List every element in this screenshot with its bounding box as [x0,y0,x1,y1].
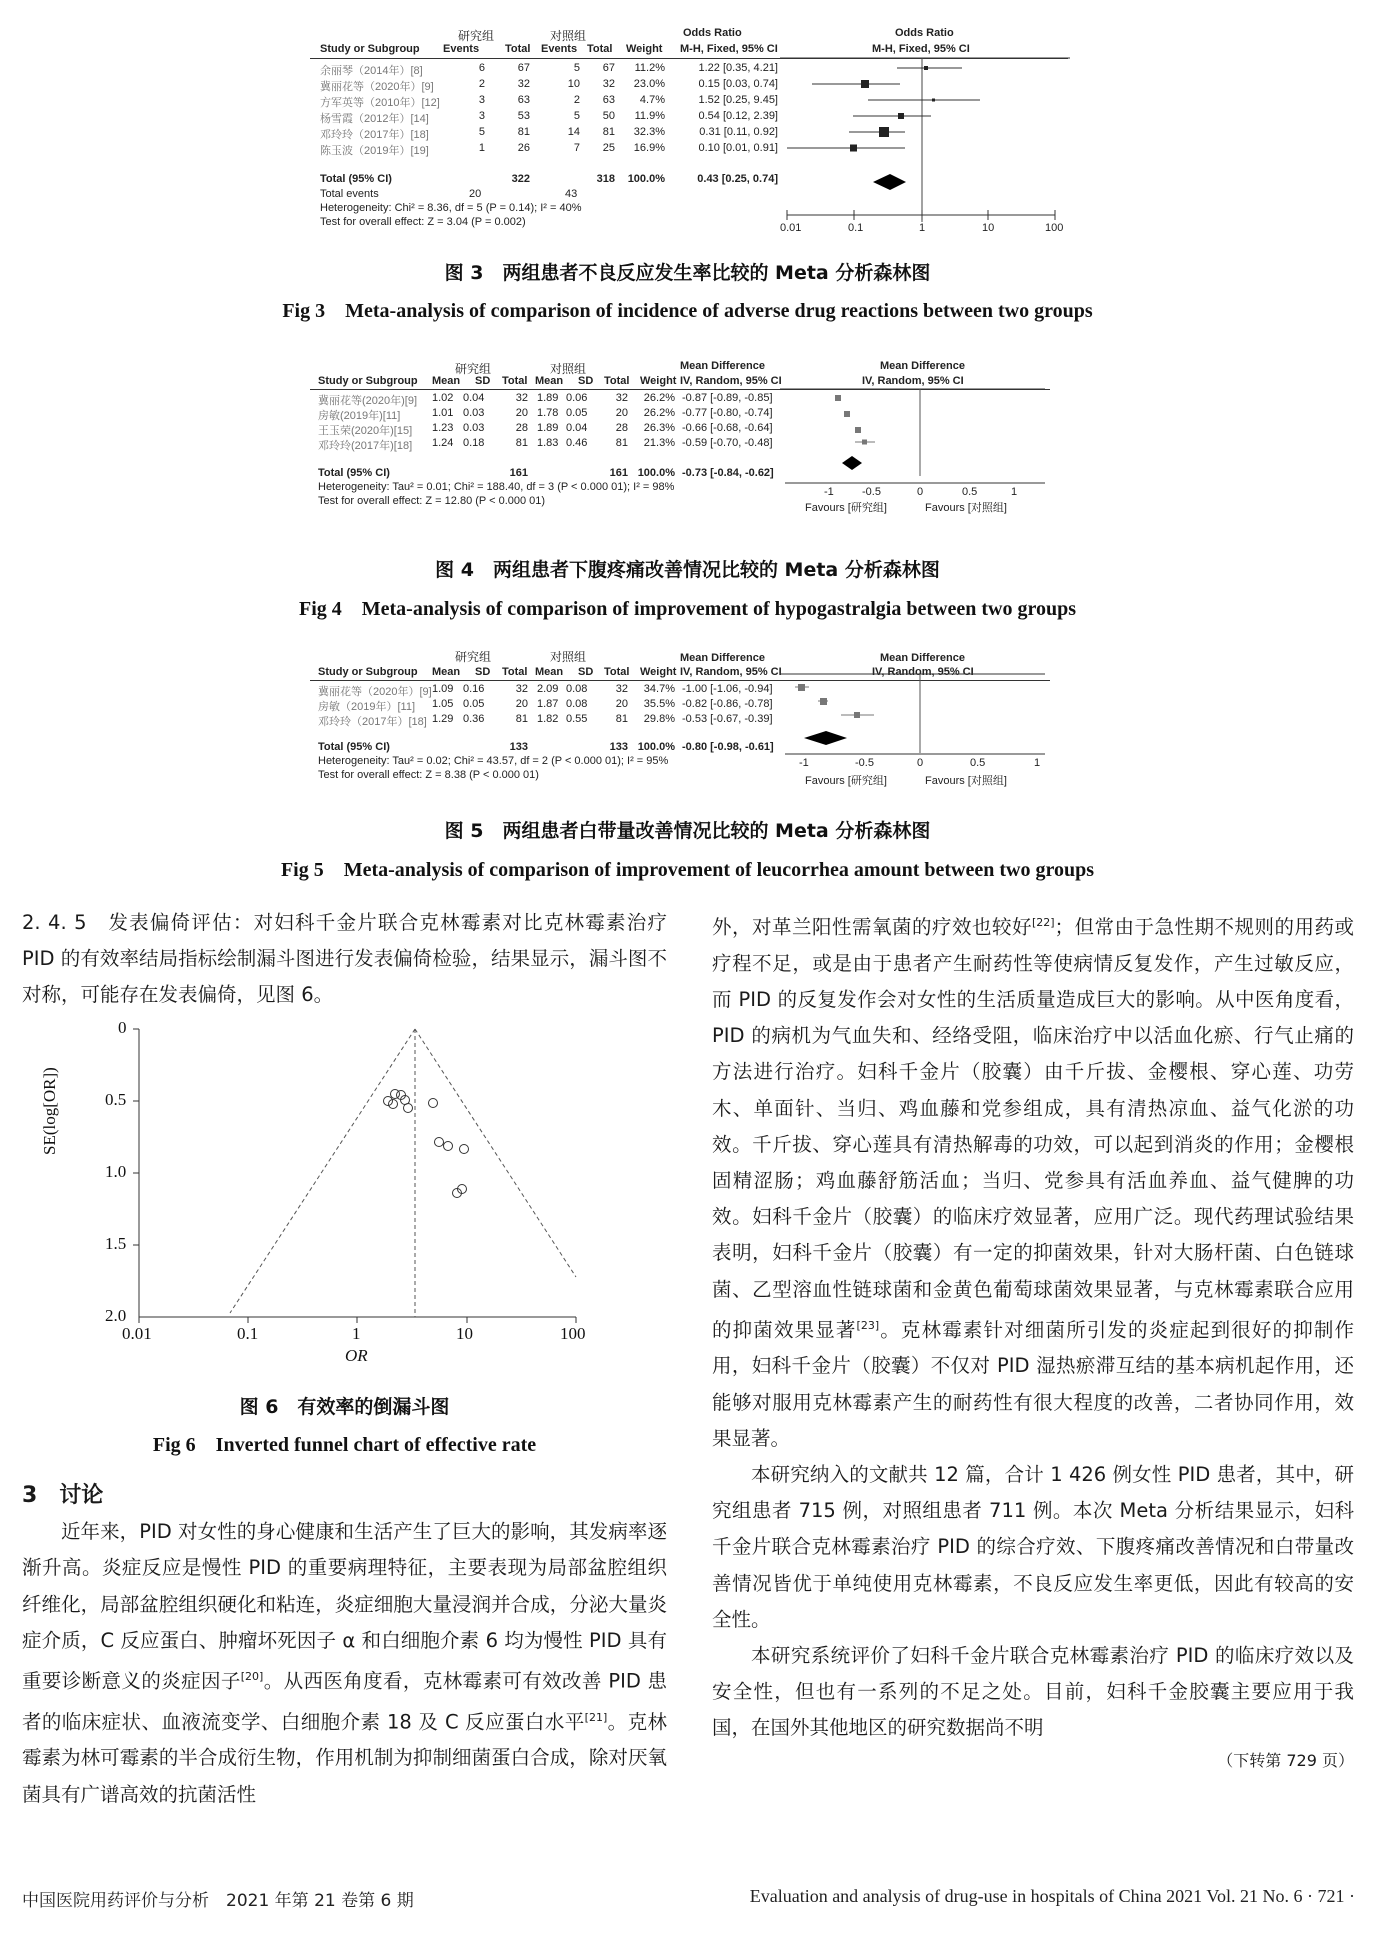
heterogeneity: Heterogeneity: Tau² = 0.01; Chi² = 188.40, df = 3 (P < 0.000 01); I² = 98% [318,481,675,493]
header-sd-2: SD [578,375,594,387]
ci: 0.15 [0.03, 0.74] [698,78,778,90]
header-weight: Weight [626,43,663,55]
mean-1: 1.24 [432,437,454,449]
total-label: Total (95% CI) [320,173,392,185]
total-2: 32 [602,78,615,90]
heterogeneity: Heterogeneity: Chi² = 8.36, df = 5 (P = 0.14); I² = 40% [320,202,582,214]
total-t1: 322 [511,173,530,185]
weight: 32.3% [633,126,665,138]
weight: 23.0% [633,78,665,90]
events-2: 2 [573,94,580,106]
axis-tick: -0.5 [862,486,881,498]
favours-left: Favours [研究组] [805,502,887,514]
ci: -0.53 [-0.67, -0.39] [682,713,773,725]
axis-tick: 0.5 [970,757,986,769]
right-paragraph-1 [712,905,1354,1457]
events-1: 1 [478,142,485,154]
header-mean-2: Mean [535,666,564,678]
weight: 21.3% [643,437,675,449]
sd-2: 0.05 [566,407,588,419]
events-1: 2 [478,78,485,90]
study-name: 陈玉波（2019年）[19] [320,145,429,157]
ci: -0.66 [-0.68, -0.64] [682,422,773,434]
weight: 35.5% [643,698,675,710]
group-study-label: 研究组 [455,650,492,664]
total-1: 67 [517,62,530,74]
sd-1: 0.16 [463,683,485,695]
events-1: 5 [478,126,485,138]
sd-1: 0.36 [463,713,485,725]
header-sd-1: SD [475,375,491,387]
axis-tick: 1 [1034,757,1041,769]
events-1: 3 [478,94,485,106]
study-name: 邓玲玲（2017年）[18] [320,129,429,141]
footer-journal-cn: 中国医院用药评价与分析 2021 年第 21 卷第 6 期 [22,1891,414,1911]
continued-note: （下转第 729 页） [1217,1750,1354,1770]
ci: 1.52 [0.25, 9.45] [698,94,778,106]
header-method-plot: M-H, Fixed, 95% CI [872,43,970,55]
total-ci: -0.80 [-0.98, -0.61] [682,741,774,753]
citation-22: [22] [1031,916,1055,929]
y-tick: 2.0 [105,1306,127,1325]
sd-1: 0.05 [463,698,485,710]
header-mean-1: Mean [432,666,461,678]
sd-2: 0.04 [566,422,588,434]
events-1: 3 [478,110,485,122]
header-total-1: Total [502,666,528,678]
header-total-1: Total [505,43,531,55]
study-name: 冀丽花等（2020年）[9] [318,686,432,698]
x-tick: 10 [456,1324,473,1343]
total-1: 20 [515,698,528,710]
total-2: 67 [602,62,615,74]
overall-effect: Test for overall effect: Z = 8.38 (P < 0.000 01) [318,769,539,781]
total-ci: 0.43 [0.25, 0.74] [697,173,778,185]
sd-1: 0.03 [463,422,485,434]
fig4-caption-cn: 图 4 两组患者下腹疼痛改善情况比较的 Meta 分析森林图 [435,559,940,581]
sd-1: 0.18 [463,437,485,449]
total-t1: 161 [509,467,528,479]
events-2: 14 [567,126,580,138]
section-2-4-5 [22,905,667,1014]
total-1: 28 [515,422,528,434]
header-study: Study or Subgroup [318,666,418,678]
header-events-1: Events [443,43,480,55]
mean-2: 1.89 [537,392,559,404]
header-weight: Weight [640,666,677,678]
ci: -0.59 [-0.70, -0.48] [682,437,773,449]
fig6-caption-cn: 图 6 有效率的倒漏斗图 [239,1396,450,1418]
study-name: 房敏(2019年)[11] [318,410,401,422]
total-2: 81 [615,713,628,725]
sd-2: 0.08 [566,683,588,695]
para-text: 。克林霉素针对细菌所引发的炎症起到很好的抑制作用，妇科千金片（胶囊）不仅对 PID 湿热瘀滞互结的基本病机起作用，还能够对服用克林霉素产生的耐药性有很大程度的改善，二者协同作用，效果显著。 [712,1318,1354,1450]
fig4-caption-en: Fig 4 Meta-analysis of comparison of improvement of hypogastralgia between two groups [299,598,1076,620]
weight: 26.2% [643,407,675,419]
mean-1: 1.23 [432,422,454,434]
y-tick: 1.5 [105,1234,127,1253]
mean-2: 1.89 [537,422,559,434]
total-1: 63 [517,94,530,106]
right-paragraph-3: 本研究系统评价了妇科千金片联合克林霉素治疗 PID 的临床疗效以及安全性，但也有一系列的不足之处。目前，妇科千金胶囊主要应用于我国，在国外其他地区的研究数据尚不明 [712,1644,1354,1740]
weight: 16.9% [633,142,665,154]
total-1: 32 [515,683,528,695]
total-2: 81 [615,437,628,449]
mean-2: 1.78 [537,407,559,419]
total-2: 28 [615,422,628,434]
heterogeneity: Heterogeneity: Tau² = 0.02; Chi² = 43.57, df = 2 (P < 0.000 01); I² = 95% [318,755,669,767]
fig6-caption-en: Fig 6 Inverted funnel chart of effective rate [152,1434,537,1456]
axis-tick: -1 [799,757,809,769]
overall-effect: Test for overall effect: Z = 12.80 (P < 0.000 01) [318,495,546,507]
total-1: 81 [517,126,530,138]
total-1: 20 [515,407,528,419]
axis-tick: 100 [1045,222,1064,234]
fig5-caption-en: Fig 5 Meta-analysis of comparison of improvement of leucorrhea amount between two groups [280,859,1095,881]
ci: 1.22 [0.35, 4.21] [698,62,778,74]
header-total-2: Total [604,375,630,387]
total-2: 63 [602,94,615,106]
total-1: 26 [517,142,530,154]
discussion-paragraph-1 [22,1514,667,1813]
effect-title: Mean Difference [680,652,765,664]
total-t2: 161 [609,467,628,479]
axis-tick: 0 [917,757,924,769]
total-2: 25 [602,142,615,154]
favours-left: Favours [研究组] [805,775,887,787]
axis-tick: -1 [824,486,834,498]
fig6-plot-area [80,1015,620,1385]
study-name: 余丽琴（2014年）[8] [320,65,423,77]
total-t1: 133 [509,741,528,753]
mean-1: 1.02 [432,392,454,404]
total-label: Total (95% CI) [318,467,390,479]
mean-2: 1.87 [537,698,559,710]
weight: 4.7% [639,94,665,106]
ci: 0.31 [0.11, 0.92] [699,126,778,138]
header-method: M-H, Fixed, 95% CI [680,43,778,55]
header-total-1: Total [502,375,528,387]
citation-23: [23] [856,1318,880,1332]
study-points [384,1090,469,1198]
ci: -1.00 [-1.06, -0.94] [682,683,773,695]
total-weight: 100.0% [637,467,675,479]
effect-title-plot: Mean Difference [880,652,965,664]
total-label: Total (95% CI) [318,741,390,753]
group-control-label: 对照组 [550,29,587,43]
total-2: 32 [615,683,628,695]
x-tick: 0.01 [122,1324,152,1343]
events-2: 5 [573,110,580,122]
axis-tick: 10 [982,222,995,234]
footer-journal-en: Evaluation and analysis of drug-use in hospitals of China 2021 Vol. 21 No. 6 · 721 · [749,1886,1355,1906]
para-text: 。从西医角度看，克林霉素可有效改善 PID 患者的临床症状、血液流变学、白细胞介素 18 及 C 反应蛋白水平 [22,1669,667,1734]
y-tick: 1.0 [105,1162,127,1181]
sd-2: 0.55 [566,713,588,725]
header-mean-2: Mean [535,375,564,387]
x-axis-label: OR [345,1346,368,1365]
group-study-label: 研究组 [455,362,492,376]
total-2: 81 [602,126,615,138]
fig5-plot-area [780,670,1050,770]
y-axis-label: SE(log[OR]) [40,1067,59,1155]
x-tick: 100 [560,1324,586,1343]
pooled-diamond [804,731,847,745]
effect-title: Odds Ratio [683,27,742,39]
group-control-label: 对照组 [550,650,587,664]
weight: 11.9% [634,110,665,122]
pooled-diamond [842,456,862,470]
events-2: 7 [573,142,580,154]
study-name: 冀丽花等（2020年）[9] [320,81,434,93]
header-sd-1: SD [475,666,491,678]
sd-1: 0.04 [463,392,485,404]
x-tick: 1 [352,1324,361,1343]
axis-tick: 1 [1011,486,1018,498]
overall-effect: Test for overall effect: Z = 3.04 (P = 0.002) [320,216,526,228]
study-name: 王玉荣(2020年)[15] [318,425,413,437]
mean-1: 1.29 [432,713,454,725]
para-text: 外，对革兰阳性需氧菌的疗效也较好 [712,915,1032,939]
header-study: Study or Subgroup [318,375,418,387]
fig3-caption-cn: 图 3 两组患者不良反应发生率比较的 Meta 分析森林图 [444,262,931,284]
y-tick: 0.5 [105,1090,127,1109]
favours-right: Favours [对照组] [925,502,1007,514]
para-text: 近年来，PID 对女性的身心健康和生活产生了巨大的影响，其发病率逐渐升高。炎症反应是慢性 PID 的重要病理特征，主要表现为局部盆腔组织纤维化，局部盆腔组织硬化和粘连，炎症细胞大量浸润并合成，分泌大量炎症介质，C 反应蛋白、肿瘤坏死因子 α 和白细胞介素 6 均为慢性 PID 具有重要诊断意义的炎症因子 [22,1520,667,1693]
effect-title-plot: Odds Ratio [895,27,954,39]
para-text: 。克林霉素为林可霉素的半合成衍生物，作用机制为抑制细菌蛋白合成，除对厌氧菌具有广谱高效的抗菌活性 [22,1710,667,1806]
header-sd-2: SD [578,666,594,678]
ci: -0.87 [-0.89, -0.85] [682,392,773,404]
fig4-plot-area [780,380,1050,490]
y-tick: 0 [118,1018,127,1037]
events-2: 10 [567,78,580,90]
study-name: 方军英等（2010年）[12] [320,97,440,109]
total-2: 20 [615,698,628,710]
ci: -0.82 [-0.86, -0.78] [682,698,773,710]
study-name: 房敏（2019年）[11] [318,701,416,713]
header-method: IV, Random, 95% CI [680,375,782,387]
total-1: 81 [515,437,528,449]
weight: 29.8% [643,713,675,725]
total-events-2: 43 [565,188,578,200]
mean-1: 1.05 [432,698,454,710]
total-2: 32 [615,392,628,404]
total-2: 20 [615,407,628,419]
header-weight: Weight [640,375,677,387]
header-total-2: Total [587,43,613,55]
weight: 34.7% [643,683,675,695]
axis-tick: 1 [919,222,926,234]
right-column [712,905,1354,1775]
header-method-plot: IV, Random, 95% CI [872,666,974,678]
total-events-label: Total events [320,188,379,200]
total-1: 53 [517,110,530,122]
pooled-diamond [873,174,906,190]
axis-tick: 0.1 [848,222,864,234]
mean-2: 1.82 [537,713,559,725]
axis-tick: 0.5 [962,486,978,498]
header-method-plot: IV, Random, 95% CI [862,375,964,387]
total-events-1: 20 [469,188,482,200]
weight: 11.2% [634,62,665,74]
axis-tick: -0.5 [855,757,874,769]
total-t2: 318 [596,173,615,185]
mean-2: 2.09 [537,683,559,695]
axis-tick: 0 [917,486,924,498]
citation-20: [20] [240,1670,264,1684]
ci: 0.54 [0.12, 2.39] [698,110,778,122]
effect-title: Mean Difference [680,360,765,372]
weight: 26.3% [643,422,675,434]
fig5-caption-cn: 图 5 两组患者白带量改善情况比较的 Meta 分析森林图 [444,820,931,842]
study-name: 冀丽花等(2020年)[9] [318,395,418,407]
total-ci: -0.73 [-0.84, -0.62] [682,467,774,479]
fig3-caption-en: Fig 3 Meta-analysis of comparison of incidence of adverse drug reactions between two groups [282,300,1093,322]
group-study-label: 研究组 [458,29,495,43]
total-2: 50 [602,110,615,122]
total-weight: 100.0% [627,173,665,185]
section-2-4-5-text: 2. 4. 5 发表偏倚评估：对妇科千金片联合克林霉素对比克林霉素治疗 PID 的有效率结局指标绘制漏斗图进行发表偏倚检验，结果显示，漏斗图不对称，可能存在发表偏倚，见图 6。 [22,911,667,1007]
header-method: IV, Random, 95% CI [680,666,782,678]
header-total-2: Total [604,666,630,678]
ci: 0.10 [0.01, 0.91] [698,142,778,154]
mean-2: 1.83 [537,437,559,449]
sd-2: 0.06 [566,392,588,404]
right-paragraph-2: 本研究纳入的文献共 12 篇，合计 1 426 例女性 PID 患者，其中，研究组患者 715 例，对照组患者 711 例。本次 Meta 分析结果显示，妇科千金片联合克林霉素治疗 PID 的综合疗效、下腹疼痛改善情况和白带量改善情况皆优于单纯使用克林霉素，不良反应发生率更低，因此有较高的安全性。 [712,1463,1354,1631]
total-1: 32 [517,78,530,90]
fig3-plot-area [780,50,1080,240]
citation-21: [21] [584,1710,608,1724]
group-control-label: 对照组 [550,362,587,376]
mean-1: 1.01 [432,407,454,419]
effect-title-plot: Mean Difference [880,360,965,372]
ci: -0.77 [-0.80, -0.74] [682,407,773,419]
para-text: ；但常由于急性期不规则的用药或疗程不足，或是由于患者产生耐药性等使病情反复发作，产生过敏反应，而 PID 的反复发作会对女性的生活质量造成巨大的影响。从中医角度看，PID 的病机为气血失和、经络受阻，临床治疗中以活血化瘀、行气止痛的方法进行治疗。妇科千金片（胶囊）由千斤拔、金樱根、穿心莲、功劳木、单面针、当归、鸡血藤和党参组成，具有清热凉血、益气化淤的功效。千斤拔、穿心莲具有清热解毒的功效，可以起到消炎的作用；金樱根固精涩肠；鸡血藤舒筋活血；当归、党参具有活血养血、益气健脾的功效。妇科千金片（胶囊）的临床疗效显著，应用广泛。现代药理试验结果表明，妇科千金片（胶囊）有一定的抑菌效果，针对大肠杆菌、白色链球菌、乙型溶血性链球菌和金黄色葡萄球菌效果显著，与克林霉素联合应用的抑菌效果显著 [712,915,1354,1342]
total-1: 81 [515,713,528,725]
sd-1: 0.03 [463,407,485,419]
x-tick: 0.1 [237,1324,259,1343]
header-events-2: Events [541,43,578,55]
header-mean-1: Mean [432,375,461,387]
study-name: 杨雪霞（2012年）[14] [320,113,429,125]
header-study: Study or Subgroup [320,43,420,55]
section-3-title: 3 讨论 [22,1483,104,1508]
axis-tick: 0.01 [780,222,802,234]
section-3-discussion [22,1478,667,1813]
total-weight: 100.0% [637,741,675,753]
sd-2: 0.46 [566,437,588,449]
study-name: 邓玲玲（2017年）[18] [318,716,427,728]
events-2: 5 [573,62,580,74]
weight: 26.2% [643,392,675,404]
study-name: 邓玲玲(2017年)[18] [318,440,413,452]
favours-right: Favours [对照组] [925,775,1007,787]
mean-1: 1.09 [432,683,454,695]
total-1: 32 [515,392,528,404]
sd-2: 0.08 [566,698,588,710]
events-1: 6 [478,62,485,74]
total-t2: 133 [609,741,628,753]
